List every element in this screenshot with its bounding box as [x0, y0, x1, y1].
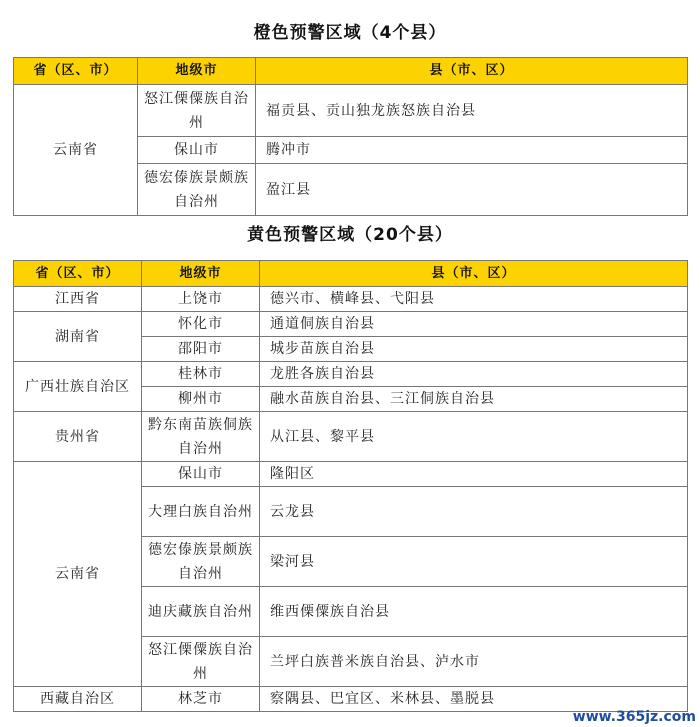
county-cell: 通道侗族自治县: [260, 312, 688, 337]
city-cell: 桂林市: [142, 362, 260, 387]
table-row: [14, 85, 688, 137]
county-cell: 福贡县、贡山独龙族怒族自治县: [256, 85, 688, 137]
county-cell: 察隅县、巴宜区、米林县、墨脱县: [260, 687, 688, 712]
county-cell: 融水苗族自治县、三江侗族自治县: [260, 387, 688, 412]
province-cell: 贵州省: [14, 412, 142, 462]
header-county: 县（市、区）: [260, 261, 688, 287]
county-cell: 隆阳区: [260, 462, 688, 487]
city-cell: 德宏傣族景颇族自治州: [142, 537, 260, 587]
city-cell: 柳州市: [142, 387, 260, 412]
province-cell: 江西省: [14, 287, 142, 312]
table-row: [14, 462, 688, 487]
county-cell: 云龙县: [260, 487, 688, 537]
yellow-warning-table: [13, 260, 688, 712]
header-city: 地级市: [138, 58, 256, 85]
province-cell: 广西壮族自治区: [14, 362, 142, 412]
county-cell: 腾冲市: [256, 137, 688, 164]
city-cell: 怒江傈僳族自治州: [138, 85, 256, 137]
county-cell: 龙胜各族自治县: [260, 362, 688, 387]
city-cell: 怀化市: [142, 312, 260, 337]
county-cell: 城步苗族自治县: [260, 337, 688, 362]
county-cell: 盈江县: [256, 164, 688, 216]
county-cell: 从江县、黎平县: [260, 412, 688, 462]
city-cell: 保山市: [142, 462, 260, 487]
header-city: 地级市: [142, 261, 260, 287]
county-cell: 梁河县: [260, 537, 688, 587]
city-cell: 大理白族自治州: [142, 487, 260, 537]
city-cell: 黔东南苗族侗族自治州: [142, 412, 260, 462]
province-cell: 云南省: [14, 462, 142, 687]
city-cell: 怒江傈僳族自治州: [142, 637, 260, 687]
table-row: [14, 312, 688, 337]
table-row: [14, 412, 688, 462]
yellow-warning-title: 黄色预警区域（20个县）: [247, 225, 453, 245]
city-cell: 保山市: [138, 137, 256, 164]
header-county: 县（市、区）: [256, 58, 688, 85]
table-header-row: [14, 58, 688, 85]
province-cell: 云南省: [14, 85, 138, 216]
table-row: [14, 687, 688, 712]
header-province: 省（区、市）: [14, 58, 138, 85]
city-cell: 林芝市: [142, 687, 260, 712]
county-cell: 德兴市、横峰县、弋阳县: [260, 287, 688, 312]
orange-warning-table: [13, 57, 688, 216]
province-cell: 西藏自治区: [14, 687, 142, 712]
orange-warning-title: 橙色预警区域（4个县）: [253, 23, 447, 43]
table-row: [14, 287, 688, 312]
county-cell: 兰坪白族普米族自治县、泸水市: [260, 637, 688, 687]
city-cell: 上饶市: [142, 287, 260, 312]
city-cell: 邵阳市: [142, 337, 260, 362]
city-cell: 德宏傣族景颇族自治州: [138, 164, 256, 216]
county-cell: 维西傈僳族自治县: [260, 587, 688, 637]
watermark: www.365jz.com: [572, 709, 696, 725]
province-cell: 湖南省: [14, 312, 142, 362]
table-header-row: [14, 261, 688, 287]
city-cell: 迪庆藏族自治州: [142, 587, 260, 637]
header-province: 省（区、市）: [14, 261, 142, 287]
table-row: [14, 362, 688, 387]
